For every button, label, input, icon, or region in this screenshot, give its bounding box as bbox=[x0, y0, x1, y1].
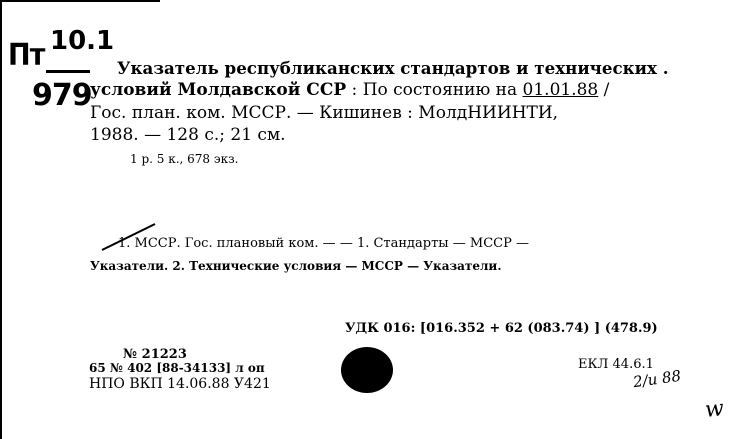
title-bold-part: условий Молдавской ССР bbox=[90, 80, 347, 100]
punch-hole-dot bbox=[341, 347, 393, 393]
accession-number: № 21223 bbox=[123, 347, 187, 362]
ekl-classification: ЕКЛ 44.6.1 bbox=[578, 357, 654, 372]
title-line-2-end: / bbox=[598, 80, 610, 100]
price-line: 1 р. 5 к., 678 экз. bbox=[130, 152, 239, 166]
shelfmark-prefix: Пт bbox=[8, 38, 45, 73]
as-of-date: 01.01.88 bbox=[522, 80, 599, 100]
record-number: 65 № 402 [88-34133] л оп bbox=[89, 361, 265, 375]
shelfmark-denominator: 979 bbox=[32, 78, 92, 113]
top-edge-line bbox=[0, 0, 160, 2]
printing-info: НПО ВКП 14.06.88 У421 bbox=[89, 376, 271, 392]
subject-headings-line-1: 1. МССР. Гос. плановый ком. — — 1. Стандарты — МССР — bbox=[118, 236, 530, 251]
publisher-line: Гос. план. ком. МССР. — Кишинев : МолдНИИНТИ, bbox=[90, 103, 559, 123]
handwritten-note: 2/и 88 bbox=[631, 366, 683, 392]
udc-classification: УДК 016: [016.352 + 62 (083.74) ] (478.9) bbox=[345, 321, 658, 336]
title-status-text: : По состоянию на bbox=[346, 80, 523, 100]
subject-headings-line-2: Указатели. 2. Технические условия — МССР — Указатели. bbox=[90, 259, 502, 273]
title-line-1: Указатель республиканских стандартов и технических . bbox=[117, 59, 669, 79]
handwritten-initial: w bbox=[703, 396, 726, 423]
shelfmark-numerator: 10.1 bbox=[50, 26, 115, 56]
shelfmark-fraction-line bbox=[46, 70, 90, 73]
title-line-2 bbox=[90, 80, 609, 100]
extent-line: 1988. — 128 с.; 21 см. bbox=[90, 125, 286, 145]
left-edge-line bbox=[0, 0, 2, 439]
